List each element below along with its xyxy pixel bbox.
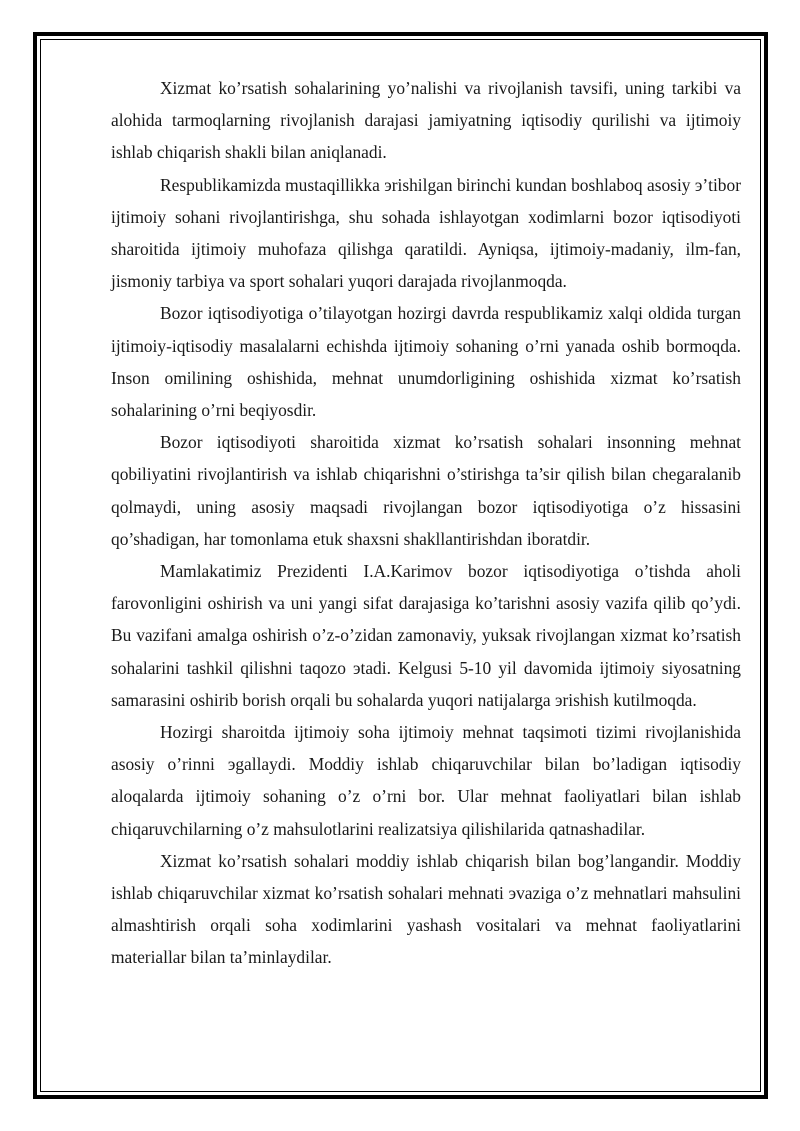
paragraph-1: Xizmat ko’rsatish sohalarining yo’nalishi va rivojlanish tavsifi, uning tarkibi va alohida tarmoqlarning rivojlanish darajasi jamiyatning iqtisodiy qurilishi va ijtimoiy ishlab chiqarish shakli bilan aniqlanadi. — [111, 78, 741, 163]
paragraph-5: Mamlakatimiz Prezidenti I.A.Karimov bozor iqtisodiyotiga o’tishda aholi farovonligini oshirish va uni yangi sifat darajasiga ko’tarishni asosiy vazifa qilib qo’ydi. Bu vazifani amalga oshirish o’z-o’zidan zamonaviy, yuksak rivojlangan xizmat ko’rsatish sohalarini tashkil qilishni taqozo эtadi. Kelgusi 5-10 yil davomida ijtimoiy siyosatning samarasini oshirib borish orqali bu sohalarda yuqori natijalarga эrishish kutilmoqda. — [111, 561, 741, 710]
paragraph-6: Hozirgi sharoitda ijtimoiy soha ijtimoiy mehnat taqsimoti tizimi rivojlanishida asosiy o’rinni эgallaydi. Moddiy ishlab chiqaruvchilar bilan bo’ladigan iqtisodiy aloqalarda ijtimoiy sohaning o’z o’rni bor. Ular mehnat faoliyatlari bilan ishlab chiqaruvchilarning o’z mahsulotlarini realizatsiya qilishilarida qatnashadilar. — [111, 722, 741, 839]
paragraph-3: Bozor iqtisodiyotiga o’tilayotgan hozirgi davrda respublikamiz xalqi oldida turgan ijtimoiy-iqtisodiy masalalarni echishda ijtimoiy sohaning o’rni yanada oshib bormoqda. Inson omilining oshishida, mehnat unumdorligining oshishida xizmat ko’rsatish sohalarining o’rni beqiyosdir. — [111, 303, 741, 421]
paragraph-2: Respublikamizda mustaqillikka эrishilgan birinchi kundan boshlaboq asosiy э’tibor ijtimoiy sohani rivojlantirishga, shu sohada ishlayotgan xodimlarni bozor iqtisodiyoti sharoitida ijtimoiy muhofaza qilishga qaratildi. Ayniqsa, ijtimoiy-madaniy, ilm-fan, jismoniy tarbiya va sport sohalari yuqori darajada rivojlanmoqda. — [111, 174, 741, 292]
paragraph-7: Xizmat ko’rsatish sohalari moddiy ishlab chiqarish bilan bog’langandir. Moddiy ishlab chiqaruvchilar xizmat ko’rsatish sohalari mehnati эvaziga o’z mehnatlari mahsulini almashtirish orqali soha xodimlarini yashash vositalari va mehnat faoliyatlarini materiallar bilan ta’minlaydilar. — [111, 850, 741, 968]
paragraph-4: Bozor iqtisodiyoti sharoitida xizmat ko’rsatish sohalari insonning mehnat qobiliyatini rivojlantirish va ishlab chiqarishni o’stirishga ta’sir qilish bilan chegaralanib qolmaydi, uning asosiy maqsadi rivojlangan bozor iqtisodiyotiga o’z hissasini qo’shadigan, har tomonlama etuk shaxsni shakllantirishdan iboratdir. — [111, 432, 741, 549]
document-body — [111, 72, 741, 974]
